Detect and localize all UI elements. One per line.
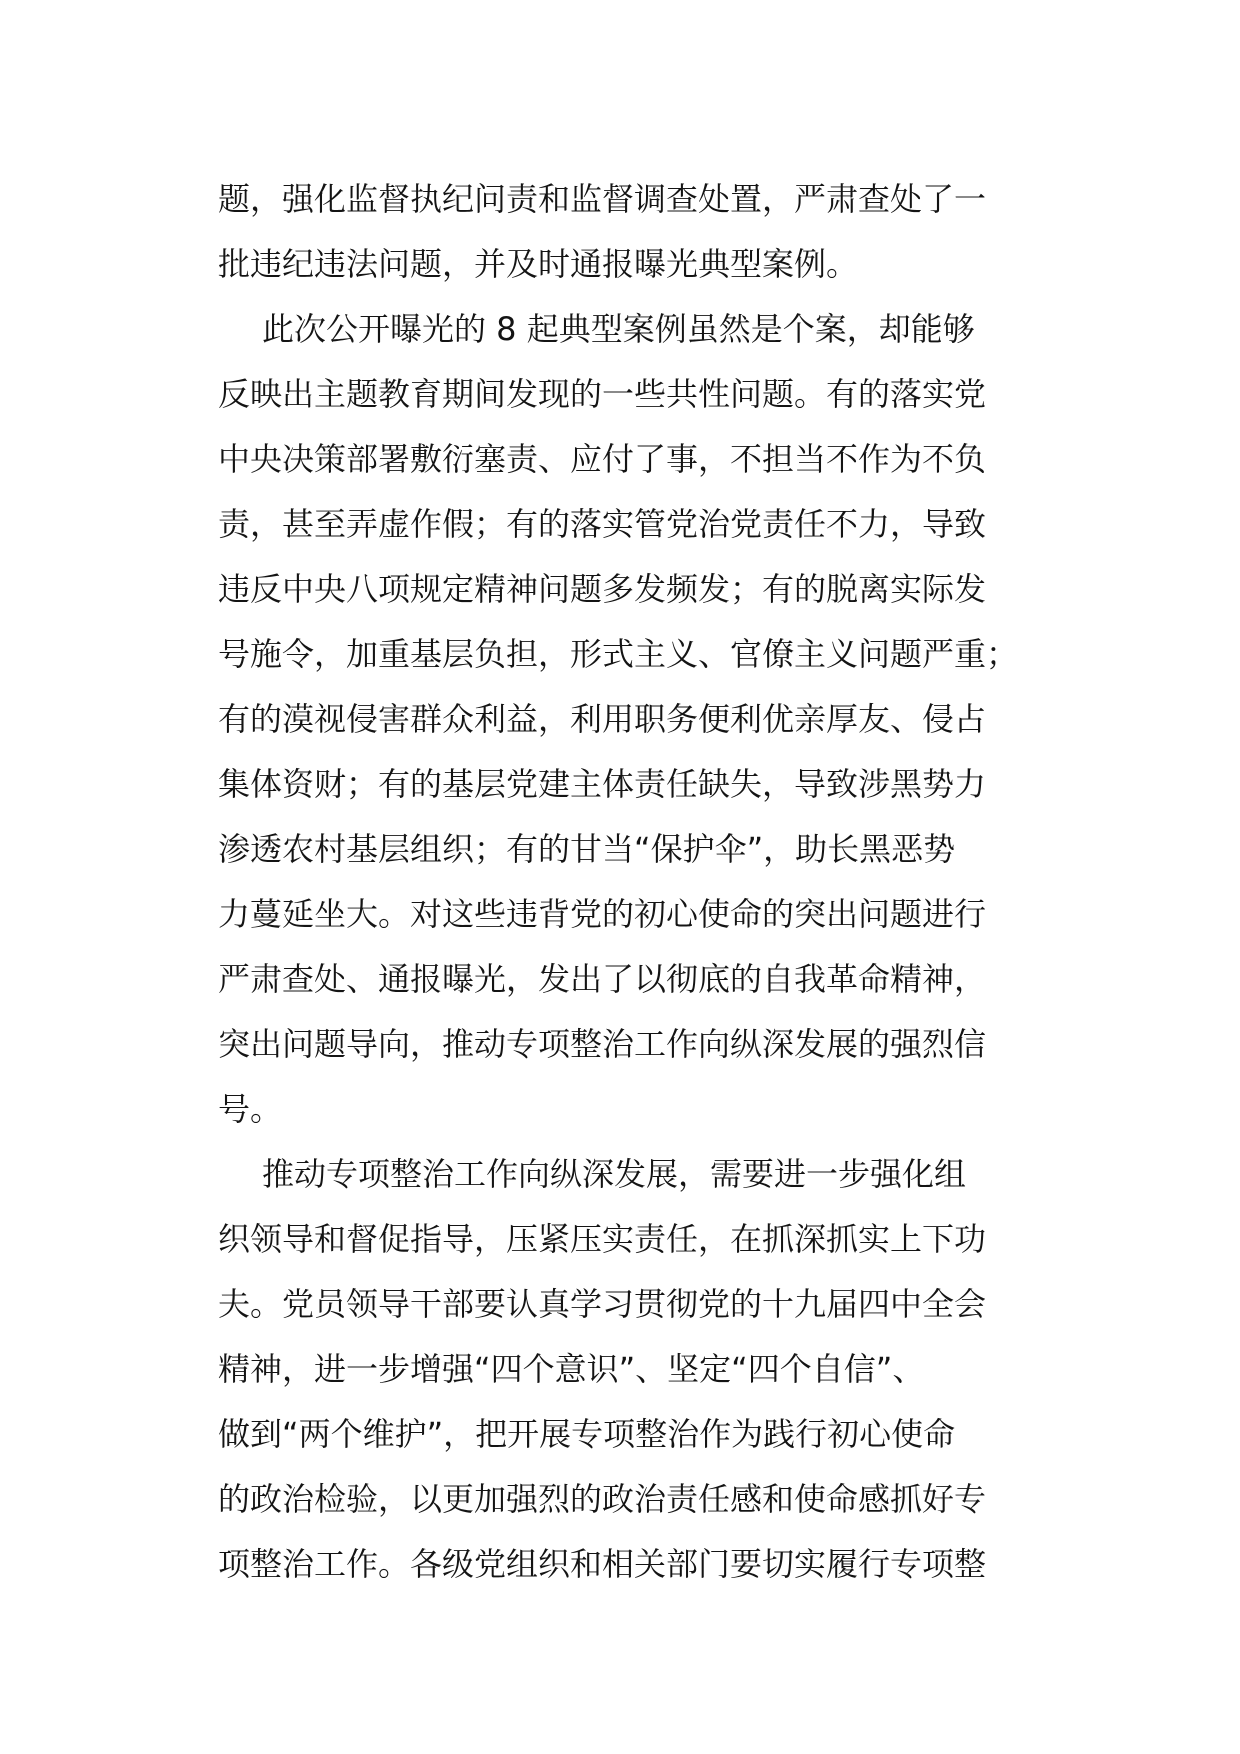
text-line: 夫。党员领导干部要认真学习贯彻党的十九届四中全会	[218, 1285, 987, 1323]
text-line: 精神，进一步增强“四个意识”、坚定“四个自信”、	[218, 1350, 925, 1388]
text-line: 集体资财；有的基层党建主体责任缺失，导致涉黑势力	[218, 765, 987, 803]
text-line: 题，强化监督执纪问责和监督调查处置，严肃查处了一	[218, 180, 987, 218]
text-line: 批违纪违法问题，并及时通报曝光典型案例。	[218, 245, 859, 283]
text-line: 违反中央八项规定精神问题多发频发；有的脱离实际发	[218, 570, 987, 608]
text-line: 号施令，加重基层负担，形式主义、官僚主义问题严重；	[218, 635, 1019, 673]
text-line: 中央决策部署敷衍塞责、应付了事，不担当不作为不负	[218, 440, 987, 478]
text-line: 渗透农村基层组织；有的甘当“保护伞”，助长黑恶势	[218, 830, 956, 868]
text-line: 严肃查处、通报曝光，发出了以彻底的自我革命精神，	[218, 960, 987, 998]
text-line: 突出问题导向，推动专项整治工作向纵深发展的强烈信	[218, 1025, 987, 1063]
text-line: 有的漠视侵害群众利益，利用职务便利优亲厚友、侵占	[218, 700, 987, 738]
text-line: 的政治检验，以更加强烈的政治责任感和使命感抓好专	[218, 1480, 987, 1518]
paragraph-start-line: 此次公开曝光的 8 起典型案例虽然是个案，却能够	[262, 310, 975, 348]
paragraph-start-line: 推动专项整治工作向纵深发展，需要进一步强化组	[262, 1155, 967, 1193]
text-line: 号。	[218, 1090, 283, 1128]
body-text	[218, 167, 1058, 1597]
text-line: 责，甚至弄虚作假；有的落实管党治党责任不力，导致	[218, 505, 987, 543]
text-line: 做到“两个维护”，把开展专项整治作为践行初心使命	[218, 1415, 956, 1453]
text-line: 织领导和督促指导，压紧压实责任，在抓深抓实上下功	[218, 1220, 987, 1258]
text-line: 反映出主题教育期间发现的一些共性问题。有的落实党	[218, 375, 987, 413]
text-line: 力蔓延坐大。对这些违背党的初心使命的突出问题进行	[218, 895, 987, 933]
text-line: 项整治工作。各级党组织和相关部门要切实履行专项整	[218, 1545, 987, 1583]
